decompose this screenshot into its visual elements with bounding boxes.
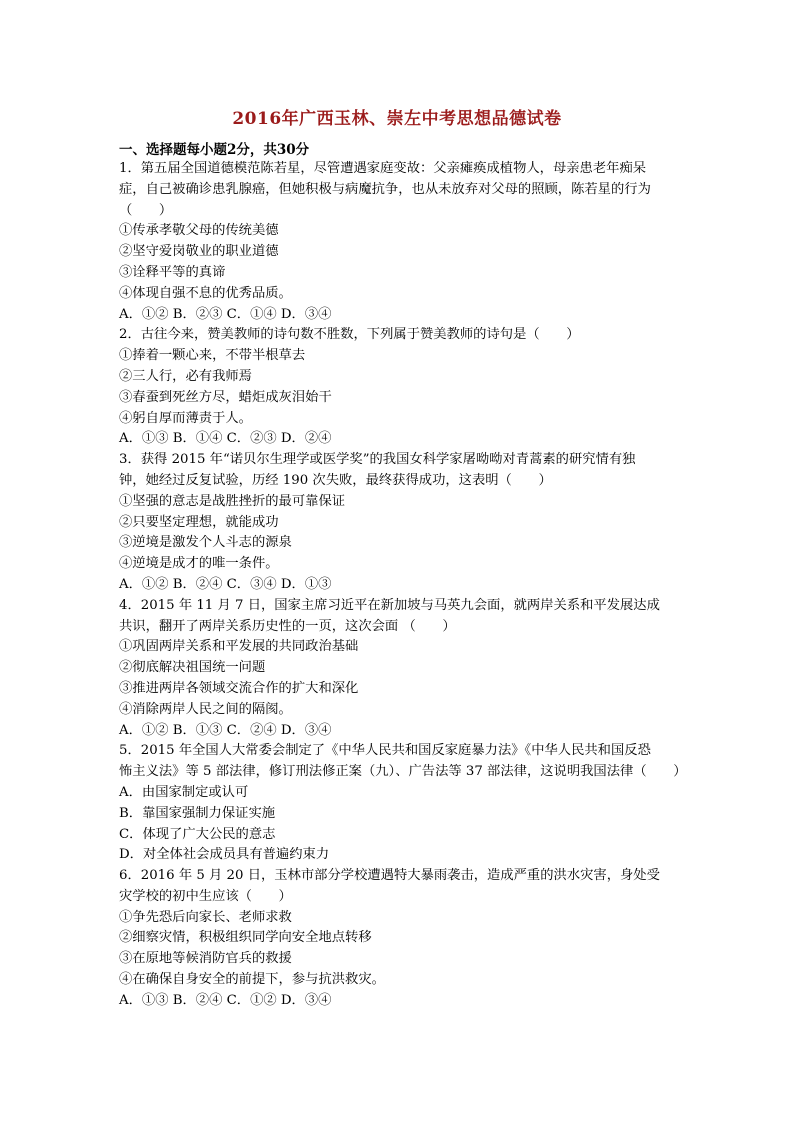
- question-stem-line: 怖主义法》等 5 部法律，修订刑法修正案（九）、广告法等 37 部法律，这说明我国法律（ ）: [119, 764, 687, 780]
- option-item: D．对全体社会成员具有普遍约束力: [119, 847, 330, 863]
- option-item: ②坚守爱岗敬业的职业道德: [119, 244, 279, 260]
- answer-choices: A．①② B．②④ C．③④ D．①③: [119, 576, 332, 592]
- option-item: ③春蚕到死丝方尽，蜡炬成灰泪始干: [119, 389, 332, 405]
- option-item: ④逆境是成才的唯一条件。: [119, 556, 279, 572]
- option-item: ①传承孝敬父母的传统美德: [119, 223, 279, 239]
- question-4: [119, 596, 679, 742]
- question-list: [119, 159, 687, 1012]
- question-stem-line: 1．第五届全国道德模范陈若星，尽管遭遇家庭变故：父亲瘫痪成植物人，母亲患老年痴呆: [119, 161, 647, 176]
- question-stem-line: 3．获得 2015 年“诺贝尔生理学或医学奖”的我国女科学家屠呦呦对青蒿素的研究情有独: [119, 452, 636, 468]
- option-item: ②彻底解决祖国统一问题: [119, 660, 266, 676]
- question-stem-line: （ ）: [119, 202, 173, 218]
- question-1: [119, 159, 679, 325]
- section-heading: 一、选择题每小题2分，共30分: [119, 142, 310, 158]
- answer-choices: A．①② B．①③ C．②④ D．③④: [119, 722, 332, 738]
- option-item: ③逆境是激发个人斗志的源泉: [119, 535, 292, 551]
- option-item: ④在确保自身安全的前提下，参与抗洪救灾。: [119, 972, 385, 988]
- answer-choices: A．①② B．②③ C．①④ D．③④: [119, 306, 332, 322]
- question-stem-line: 钟，她经过反复试验，历经 190 次失败，最终获得成功，这表明（ ）: [119, 472, 552, 488]
- option-item: ④消除两岸人民之间的隔阂。: [119, 701, 292, 717]
- question-stem-line: 2．古往今来，赞美教师的诗句数不胜数，下列属于赞美教师的诗句是（ ）: [119, 327, 580, 343]
- option-item: A．由国家制定或认可: [119, 784, 249, 800]
- question-3: [119, 450, 679, 596]
- option-item: ②只要坚定理想，就能成功: [119, 514, 279, 530]
- question-6: [119, 866, 679, 1012]
- question-stem-line: 症，自己被确诊患乳腺癌，但她积极与病魔抗争，也从未放弃对父母的照顾，陈若星的行为: [119, 181, 651, 197]
- answer-choices: A．①③ B．①④ C．②③ D．②④: [119, 431, 332, 447]
- option-item: ④体现自强不息的优秀品质。: [119, 285, 292, 301]
- option-item: ②三人行，必有我师焉: [119, 368, 252, 384]
- exam-title: 2016年广西玉林、崇左中考思想品德试卷: [232, 109, 562, 129]
- question-5: [119, 741, 687, 866]
- option-item: ③诠释平等的真谛: [119, 264, 226, 280]
- option-item: ③推进两岸各领域交流合作的扩大和深化: [119, 680, 359, 696]
- option-item: ①坚强的意志是战胜挫折的最可靠保证: [119, 493, 346, 509]
- question-stem-line: 5．2015 年全国人大常委会制定了《中华人民共和国反家庭暴力法》《中华人民共和国反恐: [119, 743, 651, 759]
- option-item: ②细察灾情，积极组织同学向安全地点转移: [119, 930, 372, 946]
- option-item: ①争先恐后向家长、老师求救: [119, 909, 292, 925]
- question-stem-line: 6．2016 年 5 月 20 日，玉林市部分学校遭遇特大暴雨袭击，造成严重的洪水灾害，身处受: [119, 868, 660, 884]
- option-item: ③在原地等候消防官兵的救援: [119, 951, 292, 967]
- answer-choices: A．①③ B．②④ C．①② D．③④: [119, 992, 332, 1008]
- question-2: [119, 325, 679, 450]
- option-item: ①巩固两岸关系和平发展的共同政治基础: [119, 639, 359, 655]
- question-stem-line: 共识，翻开了两岸关系历史性的一页，这次会面 （ ）: [119, 618, 456, 634]
- question-stem-line: 4．2015 年 11 月 7 日，国家主席习近平在新加坡与马英九会面，就两岸关系和平发展达成: [119, 597, 660, 613]
- option-item: ④躬自厚而薄责于人。: [119, 410, 252, 426]
- option-item: C．体现了广大公民的意志: [119, 826, 276, 842]
- option-item: B．靠国家强制力保证实施: [119, 805, 276, 821]
- option-item: ①捧着一颗心来，不带半根草去: [119, 348, 306, 364]
- question-stem-line: 灾学校的初中生应该（ ）: [119, 888, 292, 904]
